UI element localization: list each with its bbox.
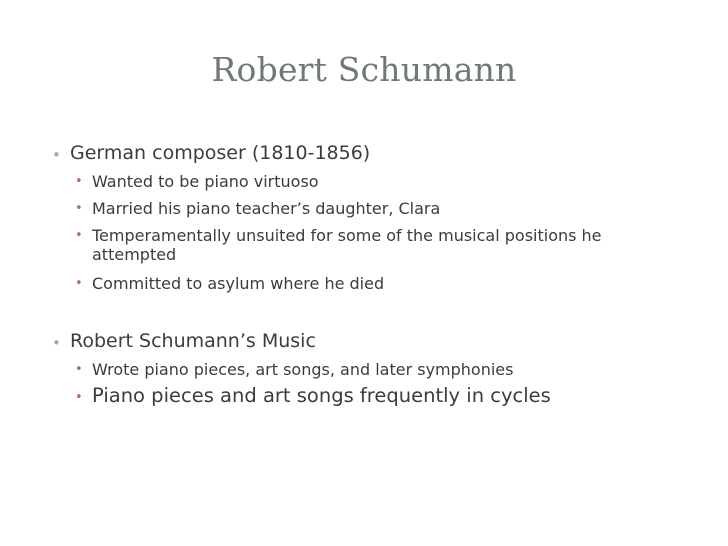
- list-item-temperamentally-unsuited-continued: attempted: [92, 245, 177, 264]
- bullet-icon: •: [52, 146, 61, 164]
- slide-title: Robert Schumann: [211, 50, 517, 89]
- list-item-temperamentally-unsuited: Temperamentally unsuited for some of the musical positions he: [92, 226, 602, 245]
- bullet-icon: •: [75, 276, 83, 291]
- list-item-piano-virtuoso: Wanted to be piano virtuoso: [92, 172, 319, 191]
- list-item-married-clara: Married his piano teacher’s daughter, Clara: [92, 199, 441, 218]
- bullet-icon: •: [52, 334, 61, 352]
- bullet-icon: •: [75, 228, 83, 243]
- bullet-icon: •: [75, 201, 83, 216]
- bullet-icon: •: [75, 362, 83, 377]
- bullet-icon: •: [75, 390, 83, 405]
- list-item-committed-asylum: Committed to asylum where he died: [92, 274, 385, 293]
- list-item-cycles: Piano pieces and art songs frequently in cycles: [92, 384, 551, 407]
- bullet-icon: •: [75, 174, 83, 189]
- list-item-wrote-piano-pieces: Wrote piano pieces, art songs, and later symphonies: [92, 360, 514, 379]
- section-heading-german-composer: German composer (1810-1856): [70, 142, 371, 164]
- section-heading-schumanns-music: Robert Schumann’s Music: [70, 330, 316, 352]
